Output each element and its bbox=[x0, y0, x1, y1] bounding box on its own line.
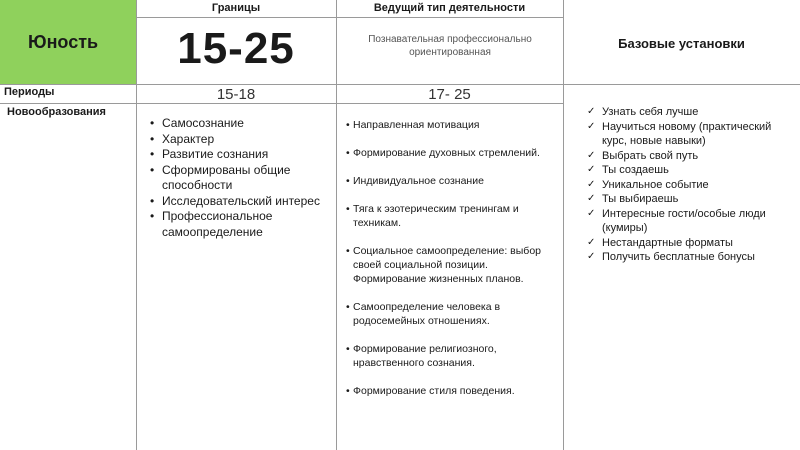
basic-attitudes-list bbox=[586, 105, 796, 265]
list-item: • Характер bbox=[148, 132, 332, 148]
list-item: ✓ Ты создаешь bbox=[586, 163, 796, 178]
list-item: ✓ Выбрать свой путь bbox=[586, 149, 796, 164]
list-item: • Индивидуальное сознание bbox=[346, 174, 559, 188]
list-item: • Направленная мотивация bbox=[346, 118, 559, 132]
list-item: ✓ Уникальное событие bbox=[586, 178, 796, 193]
divider bbox=[563, 0, 564, 450]
list-item: • Формирование стиля поведения. bbox=[346, 384, 559, 398]
activity-value: Познавательная профессионально ориентированная bbox=[368, 34, 532, 58]
bounds-header: Границы bbox=[211, 2, 261, 14]
divider bbox=[0, 103, 563, 104]
neoplasms-label: Новообразования bbox=[7, 106, 106, 118]
list-item: ✓ Интересные гости/особые люди (кумиры) bbox=[586, 207, 796, 236]
period-1: 15-18 bbox=[216, 86, 256, 103]
list-item: • Профессиональное самоопределение bbox=[148, 209, 332, 240]
periods-label: Периоды bbox=[4, 86, 55, 98]
stage-label: Юность bbox=[0, 0, 136, 84]
list-item: • Самоопределение человека в родосемейных отношениях. bbox=[346, 300, 559, 328]
divider bbox=[336, 0, 337, 450]
list-item: ✓ Получить бесплатные бонусы bbox=[586, 250, 796, 265]
list-item: ✓ Нестандартные форматы bbox=[586, 236, 796, 251]
list-item: • Социальное самоопределение: выбор своей социальной позиции. Формирование жизненных планов. bbox=[346, 244, 559, 286]
list-item: ✓ Научиться новому (практический курс, новые навыки) bbox=[586, 120, 796, 149]
list-item: ✓ Узнать себя лучше bbox=[586, 105, 796, 120]
divider bbox=[0, 84, 800, 85]
list-item: ✓ Ты выбираешь bbox=[586, 192, 796, 207]
neoplasms-list-2 bbox=[346, 118, 559, 412]
activity-header: Ведущий тип деятельности bbox=[373, 2, 526, 14]
list-item: • Исследовательский интерес bbox=[148, 194, 332, 210]
list-item: • Сформированы общие способности bbox=[148, 163, 332, 194]
basic-attitudes-header: Базовые установки bbox=[618, 36, 745, 51]
list-item: • Формирование духовных стремлений. bbox=[346, 146, 559, 160]
bounds-value: 15-25 bbox=[177, 24, 295, 73]
list-item: • Самосознание bbox=[148, 116, 332, 132]
period-2: 17- 25 bbox=[428, 86, 471, 103]
list-item: • Развитие сознания bbox=[148, 147, 332, 163]
list-item: • Тяга к эзотерическим тренингам и техникам. bbox=[346, 202, 559, 230]
divider bbox=[136, 17, 563, 18]
neoplasms-list-1 bbox=[148, 116, 332, 240]
list-item: • Формирование религиозного, нравственного сознания. bbox=[346, 342, 559, 370]
